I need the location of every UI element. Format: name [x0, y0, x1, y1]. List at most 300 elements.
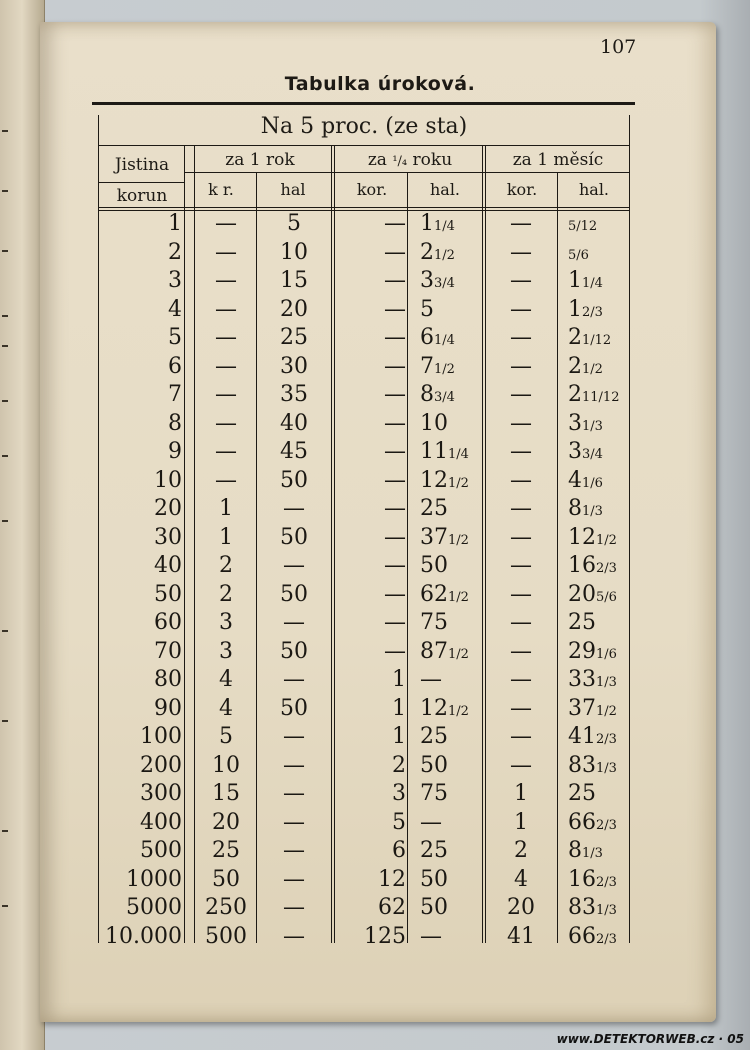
quarter-haler-cell: [420, 411, 482, 436]
year-haler-cell: —: [283, 923, 305, 949]
month-haler-cell: [568, 810, 628, 835]
month-haler-cell-integer: 66: [568, 809, 596, 835]
month-haler-cell-fraction: 2/3: [596, 931, 617, 947]
month-haler-cell-fraction: 5/6: [568, 247, 589, 263]
month-haler-cell: [568, 924, 628, 949]
table-row: [0, 667, 750, 695]
quarter-haler-cell-integer: 12: [420, 467, 448, 493]
principal-cell: 10.000: [105, 923, 182, 949]
month-haler-cell-integer: 3: [568, 410, 582, 436]
month-haler-cell-fraction: 1/6: [596, 646, 617, 662]
month-crowns-cell: 4: [514, 866, 528, 892]
table-row: [0, 838, 750, 866]
page-number: 107: [600, 36, 637, 58]
quarter-haler-cell-integer: 50: [420, 752, 448, 778]
month-crowns-cell: 20: [507, 895, 535, 920]
quarter-haler-cell: [420, 268, 482, 293]
year-haler-cell: 45: [280, 439, 308, 464]
month-haler-cell-fraction: 2/3: [596, 817, 617, 833]
table-row: [0, 240, 750, 268]
month-crowns-cell: —: [510, 581, 532, 607]
table-row: [0, 354, 750, 382]
year-crowns-cell: —: [215, 382, 237, 407]
month-crowns-cell: —: [510, 695, 532, 721]
principal-cell: 10: [154, 467, 182, 493]
year-haler-cell: 40: [280, 410, 308, 436]
year-haler-cell: 50: [280, 638, 308, 664]
quarter-haler-cell-integer: 75: [420, 781, 448, 806]
quarter-haler-cell-fraction: 1/4: [434, 333, 455, 348]
month-haler-cell: [568, 268, 628, 293]
month-crowns-cell: —: [510, 296, 532, 322]
year-haler-cell: —: [283, 496, 305, 521]
header-rule: [98, 182, 184, 183]
month-crowns-cell: —: [510, 496, 532, 521]
principal-cell: 50: [154, 581, 182, 607]
year-haler-cell: —: [283, 610, 305, 635]
quarter-crowns-cell: —: [384, 211, 406, 236]
month-crowns-cell: —: [510, 410, 532, 436]
year-haler-cell: 20: [280, 296, 308, 322]
quarter-haler-cell-fraction: 1/2: [448, 475, 469, 491]
month-haler-cell: [568, 667, 628, 692]
month-haler-cell-fraction: 1/12: [582, 333, 612, 348]
principal-cell: 40: [154, 553, 182, 578]
quarter-haler-cell-fraction: 1/2: [434, 361, 455, 377]
principal-cell: 500: [140, 838, 182, 863]
quarter-haler-cell-fraction: 1/2: [448, 532, 469, 548]
month-haler-cell: [568, 439, 628, 464]
quarter-haler-cell-fraction: 1/4: [448, 447, 469, 462]
principal-cell: 7: [168, 382, 182, 407]
month-haler-cell-integer: 41: [568, 724, 596, 749]
quarter-crowns-cell: 125: [364, 923, 406, 949]
month-crowns-cell: —: [510, 211, 532, 236]
month-crowns-cell: —: [510, 724, 532, 749]
year-haler-cell: 5: [287, 211, 301, 236]
month-haler-cell: [568, 297, 628, 322]
header-hal-year: hal: [280, 180, 306, 199]
table-row: [0, 753, 750, 781]
principal-cell: 20: [154, 496, 182, 521]
table-row: [0, 496, 750, 524]
month-crowns-cell: —: [510, 752, 532, 778]
principal-cell: 4: [168, 296, 182, 322]
month-haler-cell-integer: 33: [568, 667, 596, 692]
table-row: [0, 439, 750, 467]
quarter-crowns-cell: —: [384, 239, 406, 265]
month-haler-cell-integer: 16: [568, 866, 596, 892]
month-haler-cell-integer: 83: [568, 895, 596, 920]
year-crowns-cell: —: [215, 410, 237, 436]
month-haler-cell: [568, 696, 628, 721]
principal-cell: 30: [154, 524, 182, 550]
header-rule: [98, 145, 630, 146]
year-haler-cell: 30: [280, 353, 308, 379]
month-crowns-cell: —: [510, 353, 532, 379]
quarter-crowns-cell: —: [384, 296, 406, 322]
month-crowns-cell: 41: [507, 923, 535, 949]
month-haler-cell-integer: 1: [568, 296, 582, 322]
year-haler-cell: —: [283, 724, 305, 749]
year-crowns-cell: —: [215, 268, 237, 293]
quarter-crowns-cell: —: [384, 581, 406, 607]
year-crowns-cell: 1: [219, 524, 233, 550]
month-haler-cell-fraction: 2/3: [596, 561, 617, 576]
month-haler-cell-fraction: 2/3: [596, 874, 617, 890]
table-row: [0, 553, 750, 581]
quarter-haler-cell: [420, 781, 482, 806]
year-crowns-cell: —: [215, 353, 237, 379]
month-crowns-cell: —: [510, 638, 532, 664]
month-haler-cell: [568, 838, 628, 863]
month-crowns-cell: 2: [514, 838, 528, 863]
year-haler-cell: —: [283, 553, 305, 578]
year-crowns-cell: —: [215, 467, 237, 493]
header-year: za 1 rok: [225, 150, 295, 170]
quarter-haler-cell: [420, 582, 482, 607]
header-principal-top: Jistina: [114, 155, 170, 175]
quarter-crowns-cell: —: [384, 610, 406, 635]
header-kor-quarter: kor.: [356, 180, 388, 199]
month-haler-cell: [568, 468, 628, 493]
quarter-haler-cell-integer: 3: [420, 268, 434, 293]
page-title: Tabulka úroková.: [284, 73, 476, 95]
table-row: [0, 724, 750, 752]
quarter-crowns-cell: 2: [392, 752, 406, 778]
table-row: [0, 781, 750, 809]
month-haler-cell-integer: 20: [568, 581, 596, 607]
header-month: za 1 měsíc: [512, 150, 604, 170]
quarter-haler-cell: [420, 553, 482, 578]
month-crowns-cell: —: [510, 524, 532, 550]
table-row: [0, 411, 750, 439]
quarter-haler-cell-fraction: 1/2: [448, 646, 469, 662]
month-crowns-cell: —: [510, 325, 532, 350]
year-haler-cell: 35: [280, 382, 308, 407]
month-haler-cell-integer: 12: [568, 524, 596, 550]
month-haler-cell-integer: 83: [568, 752, 596, 778]
month-haler-cell-fraction: 1/3: [596, 760, 617, 776]
quarter-haler-cell-integer: 75: [420, 610, 448, 635]
table-row: [0, 582, 750, 610]
quarter-haler-cell-integer: 11: [420, 439, 448, 464]
header-quarter: [340, 150, 480, 170]
quarter-crowns-cell: 6: [392, 838, 406, 863]
quarter-haler-cell-fraction: 1/2: [448, 703, 469, 719]
month-haler-cell: [568, 895, 628, 920]
quarter-haler-cell-integer: 25: [420, 838, 448, 863]
year-haler-cell: 10: [280, 239, 308, 265]
quarter-haler-cell-integer: 50: [420, 895, 448, 920]
quarter-crowns-cell: —: [384, 638, 406, 664]
month-haler-cell: [568, 382, 628, 407]
quarter-crowns-cell: —: [384, 439, 406, 464]
year-crowns-cell: 25: [212, 838, 240, 863]
principal-cell: 6: [168, 353, 182, 379]
table-row: [0, 924, 750, 952]
header-quarter-pre: za: [367, 150, 387, 170]
year-haler-cell: —: [283, 667, 305, 692]
quarter-haler-cell: [420, 639, 482, 664]
table-row: [0, 696, 750, 724]
quarter-haler-cell: [420, 838, 482, 863]
quarter-haler-cell: [420, 496, 482, 521]
principal-cell: 80: [154, 667, 182, 692]
table-row: [0, 382, 750, 410]
table-row: [0, 525, 750, 553]
principal-cell: 9: [168, 439, 182, 464]
month-haler-cell: [568, 724, 628, 749]
month-crowns-cell: —: [510, 439, 532, 464]
year-crowns-cell: 4: [219, 667, 233, 692]
header-bottom-rule: [98, 207, 630, 208]
quarter-haler-cell-integer: 6: [420, 325, 434, 350]
quarter-haler-cell: [420, 240, 482, 265]
table-title: Na 5 proc. (ze sta): [260, 114, 468, 139]
month-haler-cell-integer: 29: [568, 638, 596, 664]
table-row: [0, 468, 750, 496]
month-crowns-cell: —: [510, 610, 532, 635]
month-haler-cell-fraction: 1/6: [582, 475, 603, 491]
month-haler-cell-fraction: 1/3: [582, 504, 603, 519]
year-haler-cell: —: [283, 895, 305, 920]
month-crowns-cell: —: [510, 239, 532, 265]
year-crowns-cell: 50: [212, 866, 240, 892]
year-haler-cell: —: [283, 752, 305, 778]
principal-cell: 400: [140, 809, 182, 835]
quarter-haler-cell-integer: 1: [420, 211, 434, 236]
quarter-haler-cell-integer: 2: [420, 239, 434, 265]
quarter-crowns-cell: 1: [392, 695, 406, 721]
quarter-crowns-cell: —: [384, 353, 406, 379]
principal-cell: 70: [154, 638, 182, 664]
principal-cell: 1000: [126, 866, 182, 892]
quarter-haler-cell-integer: 5: [420, 296, 434, 322]
month-haler-cell-fraction: 1/2: [596, 532, 617, 548]
quarter-haler-cell: [420, 610, 482, 635]
month-haler-cell-integer: 2: [568, 325, 582, 350]
header-principal-bottom: korun: [116, 186, 168, 206]
month-haler-cell: [568, 781, 628, 806]
month-crowns-cell: 1: [514, 809, 528, 835]
month-haler-cell: [568, 553, 628, 578]
year-crowns-cell: 2: [219, 581, 233, 607]
month-haler-cell-integer: 66: [568, 923, 596, 949]
quarter-haler-cell: [420, 753, 482, 778]
header-quarter-post: roku: [412, 150, 453, 170]
quarter-haler-cell-integer: 50: [420, 553, 448, 578]
quarter-haler-cell-integer: —: [420, 809, 442, 835]
month-haler-cell-integer: 37: [568, 695, 596, 721]
quarter-haler-cell-integer: —: [420, 667, 442, 692]
year-crowns-cell: 3: [219, 610, 233, 635]
quarter-haler-cell-fraction: 1/4: [434, 219, 455, 234]
principal-cell: 200: [140, 752, 182, 778]
year-crowns-cell: 500: [205, 923, 247, 949]
quarter-haler-cell-integer: 10: [420, 410, 448, 436]
quarter-haler-cell-integer: 25: [420, 724, 448, 749]
month-haler-cell-integer: 16: [568, 553, 596, 578]
year-haler-cell: —: [283, 838, 305, 863]
month-haler-cell-integer: 1: [568, 268, 582, 293]
month-crowns-cell: —: [510, 553, 532, 578]
table-row: [0, 268, 750, 296]
year-haler-cell: 50: [280, 524, 308, 550]
year-haler-cell: 50: [280, 695, 308, 721]
quarter-haler-cell: [420, 211, 482, 236]
quarter-crowns-cell: 3: [392, 781, 406, 806]
month-crowns-cell: —: [510, 268, 532, 293]
table-row: [0, 325, 750, 353]
year-crowns-cell: 20: [212, 809, 240, 835]
title-rule: [92, 102, 635, 105]
year-crowns-cell: —: [215, 239, 237, 265]
month-haler-cell: [568, 240, 628, 265]
year-haler-cell: 25: [280, 325, 308, 350]
principal-cell: 3: [168, 268, 182, 293]
year-crowns-cell: 3: [219, 638, 233, 664]
month-haler-cell-fraction: 1/4: [582, 276, 603, 291]
quarter-haler-cell: [420, 382, 482, 407]
watermark: www.DETEKTORWEB.cz · 05: [556, 1032, 744, 1046]
year-crowns-cell: —: [215, 439, 237, 464]
quarter-haler-cell-integer: 37: [420, 524, 448, 550]
quarter-haler-cell: [420, 810, 482, 835]
principal-cell: 5: [168, 325, 182, 350]
month-haler-cell: [568, 525, 628, 550]
year-crowns-cell: 15: [212, 781, 240, 806]
quarter-haler-cell: [420, 724, 482, 749]
quarter-haler-cell: [420, 696, 482, 721]
year-crowns-cell: 1: [219, 496, 233, 521]
header-kor-month: kor.: [506, 180, 538, 199]
quarter-haler-cell-fraction: 1/2: [434, 247, 455, 263]
quarter-haler-cell: [420, 468, 482, 493]
year-haler-cell: 50: [280, 581, 308, 607]
month-haler-cell: [568, 354, 628, 379]
year-haler-cell: —: [283, 809, 305, 835]
quarter-haler-cell: [420, 895, 482, 920]
principal-cell: 60: [154, 610, 182, 635]
month-haler-cell-integer: 8: [568, 496, 582, 521]
month-haler-cell: [568, 753, 628, 778]
quarter-crowns-cell: 1: [392, 724, 406, 749]
month-haler-cell-fraction: 1/3: [596, 903, 617, 918]
principal-cell: 8: [168, 410, 182, 436]
year-haler-cell: 50: [280, 467, 308, 493]
table-row: [0, 810, 750, 838]
month-haler-cell-integer: 3: [568, 439, 582, 464]
quarter-crowns-cell: 12: [378, 866, 406, 892]
quarter-haler-cell: [420, 667, 482, 692]
quarter-crowns-cell: —: [384, 496, 406, 521]
month-haler-cell: [568, 325, 628, 350]
table-row: [0, 867, 750, 895]
quarter-haler-cell: [420, 325, 482, 350]
quarter-haler-cell: [420, 924, 482, 949]
month-haler-cell-fraction: 1/3: [596, 675, 617, 690]
quarter-haler-cell: [420, 525, 482, 550]
quarter-haler-cell-fraction: 3/4: [434, 390, 455, 405]
principal-cell: 5000: [126, 895, 182, 920]
month-haler-cell-fraction: 11/12: [582, 390, 620, 405]
year-crowns-cell: 2: [219, 553, 233, 578]
quarter-haler-cell-integer: 12: [420, 695, 448, 721]
principal-cell: 300: [140, 781, 182, 806]
quarter-haler-cell: [420, 867, 482, 892]
year-crowns-cell: —: [215, 296, 237, 322]
principal-cell: 2: [168, 239, 182, 265]
month-haler-cell-fraction: 1/3: [582, 846, 603, 861]
quarter-haler-cell: [420, 439, 482, 464]
quarter-haler-cell-integer: 62: [420, 581, 448, 607]
quarter-crowns-cell: —: [384, 268, 406, 293]
month-haler-cell-fraction: 1/2: [596, 703, 617, 719]
month-crowns-cell: —: [510, 382, 532, 407]
left-page-mark: [2, 190, 8, 192]
month-haler-cell-integer: 25: [568, 610, 596, 635]
month-haler-cell-fraction: 3/4: [582, 447, 603, 462]
month-haler-cell-fraction: 2/3: [582, 304, 603, 320]
month-crowns-cell: —: [510, 667, 532, 692]
month-haler-cell: [568, 610, 628, 635]
month-haler-cell-integer: 2: [568, 382, 582, 407]
quarter-haler-cell-integer: 87: [420, 638, 448, 664]
month-haler-cell-fraction: 1/2: [582, 361, 603, 377]
table-row: [0, 610, 750, 638]
quarter-haler-cell-fraction: 1/2: [448, 589, 469, 605]
month-crowns-cell: 1: [514, 781, 528, 806]
month-haler-cell-fraction: 2/3: [596, 732, 617, 747]
year-crowns-cell: 4: [219, 695, 233, 721]
month-haler-cell-fraction: 1/3: [582, 418, 603, 434]
table-row: [0, 211, 750, 239]
principal-cell: 1: [168, 211, 182, 236]
principal-cell: 100: [140, 724, 182, 749]
month-haler-cell: [568, 639, 628, 664]
month-haler-cell-integer: 8: [568, 838, 582, 863]
quarter-crowns-cell: —: [384, 553, 406, 578]
quarter-haler-cell-integer: 50: [420, 866, 448, 892]
month-haler-cell: [568, 411, 628, 436]
month-haler-cell: [568, 582, 628, 607]
month-haler-cell-fraction: 5/12: [568, 219, 598, 234]
header-hal-quarter: hal.: [429, 180, 461, 199]
quarter-crowns-cell: —: [384, 325, 406, 350]
quarter-haler-cell-integer: 8: [420, 382, 434, 407]
month-haler-cell: [568, 211, 628, 236]
month-haler-cell: [568, 496, 628, 521]
quarter-crowns-cell: —: [384, 410, 406, 436]
month-haler-cell-integer: 25: [568, 781, 596, 806]
table-row: [0, 895, 750, 923]
quarter-haler-cell-integer: 7: [420, 353, 434, 379]
year-crowns-cell: 10: [212, 752, 240, 778]
year-crowns-cell: —: [215, 211, 237, 236]
table-row: [0, 297, 750, 325]
quarter-crowns-cell: 5: [392, 809, 406, 835]
left-page-mark: [2, 130, 8, 132]
quarter-crowns-cell: —: [384, 382, 406, 407]
quarter-haler-cell: [420, 297, 482, 322]
year-crowns-cell: 5: [219, 724, 233, 749]
principal-cell: 90: [154, 695, 182, 721]
year-crowns-cell: 250: [205, 895, 247, 920]
month-haler-cell-integer: 4: [568, 467, 582, 493]
quarter-haler-cell: [420, 354, 482, 379]
header-hal-month: hal.: [578, 180, 610, 199]
